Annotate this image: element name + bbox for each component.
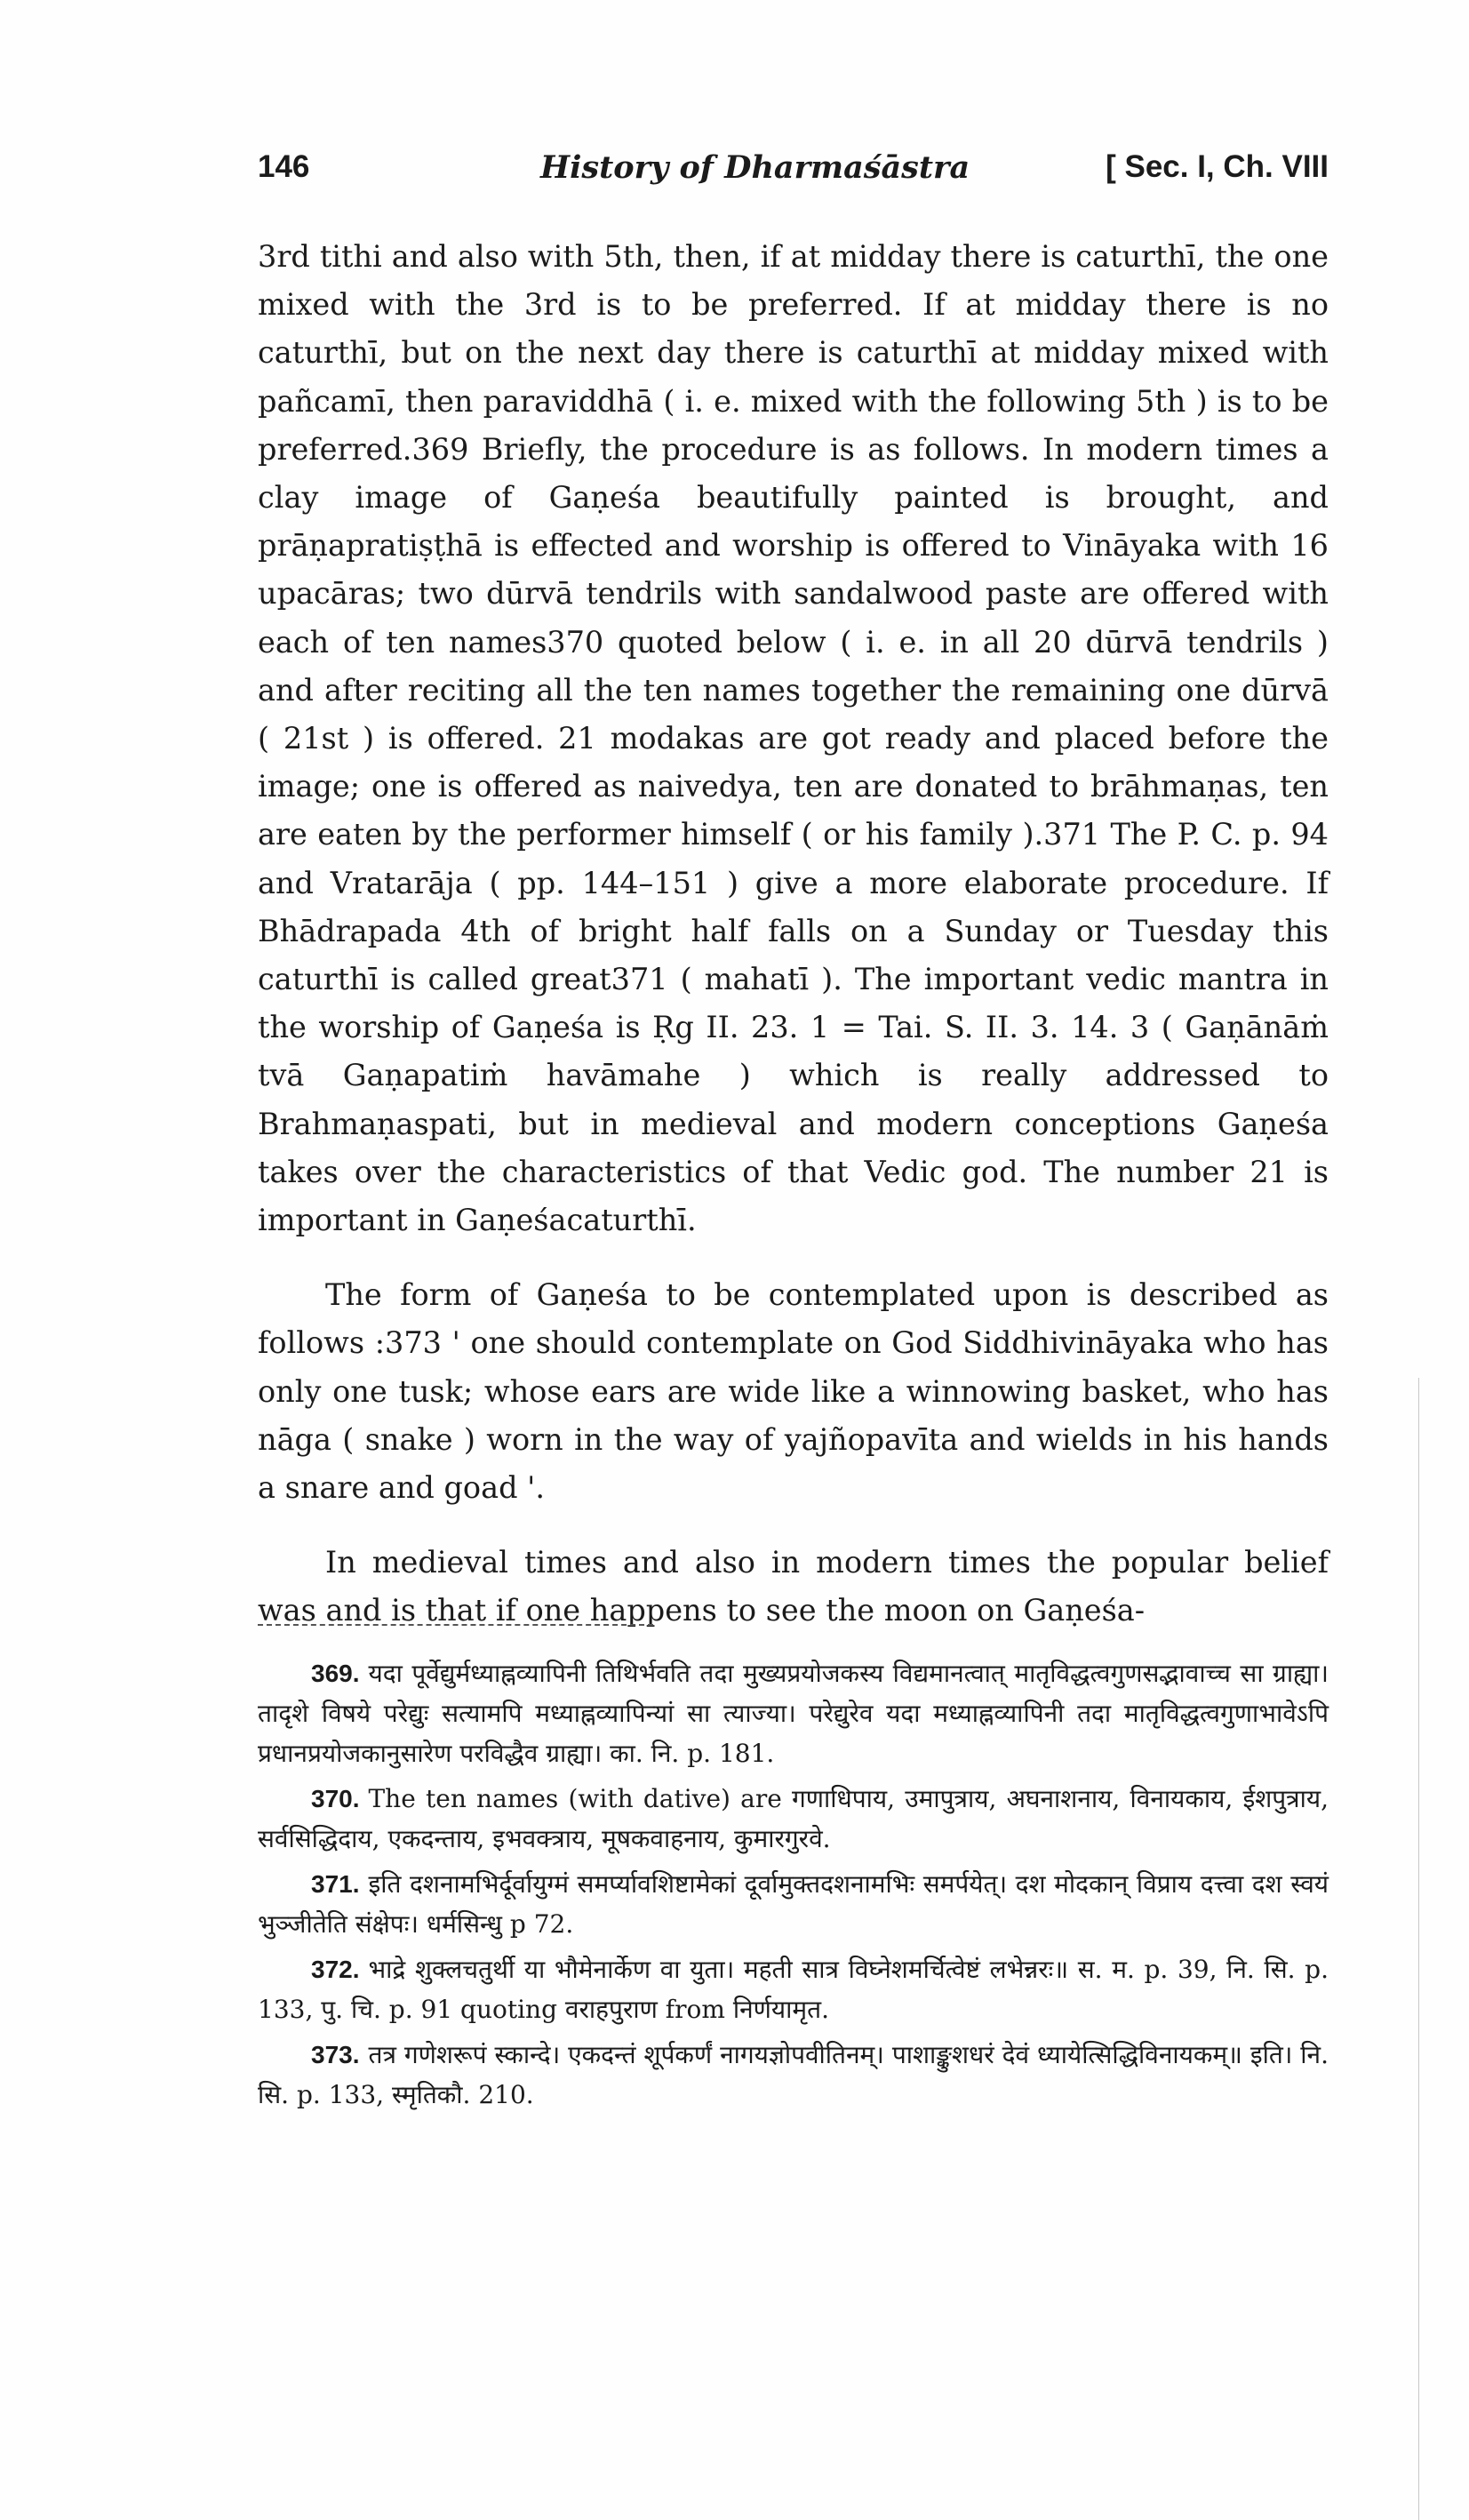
footnotes bbox=[258, 1653, 1329, 2120]
footnote-text: यदा पूर्वेद्युर्मध्याह्नव्यापिनी तिथिर्भवति तदा मुख्यप्रयोजकस्य विद्यमानत्वात् मातृविद्धत्वगुणसद्भावाच्च सा ग्राह्या। तादृशे विषये परेद्युः सत्यामपि मध्याह्नव्यापिन्यां सा त्याज्या। परेद्युरेव यदा मध्याह्नव्यापिनी तदा मातृविद्धत्वगुणाभावेऽपि प्रधानप्रयोजकानुसारेण परविद्धैव ग्राह्या। का. नि. p. 181. bbox=[258, 1659, 1329, 1768]
paragraph: 3rd tithi and also with 5th, then, if at midday there is caturthī, the one mixed with the 3rd is to be preferred. If at midday there is no caturthī, but on the next day there is caturthī at midday mixed with pañcamī, then paraviddhā ( i. e. mixed with the following 5th ) is to be preferred.369 Briefly, the procedure is as follows. In modern times a clay image of Gaṇeśa beautifully painted is brought, and prāṇapratiṣṭhā is effected and worship is offered to Vināyaka with 16 upacāras; two dūrvā tendrils with sandalwood paste are offered with each of ten names370 quoted below ( i. e. in all 20 dūrvā tendrils ) and after reciting all the ten names together the remaining one dūrvā ( 21st ) is offered. 21 modakas are got ready and placed before the image; one is offered as naivedya, ten are donated to brāhmaṇas, ten are eaten by the performer himself ( or his family ).371 The P. C. p. 94 and Vratarāja ( pp. 144–151 ) give a more elaborate procedure. If Bhādrapada 4th of bright half falls on a Sunday or Tuesday this caturthī is called great371 ( mahatī ). The important vedic mantra in the worship of Gaṇeśa is Ṛg II. 23. 1 = Tai. S. II. 3. 14. 3 ( Gaṇānāṁ tvā Gaṇapatiṁ havāmahe ) which is really addressed to Brahmaṇaspati, but in medieval and modern conceptions Gaṇeśa takes over the characteristics of that Vedic god. The number 21 is important in Gaṇeśacaturthī. bbox=[258, 239, 1329, 1238]
footnote-number: 371. bbox=[311, 1870, 360, 1898]
footnote bbox=[258, 1949, 1329, 2029]
page-number: 146 bbox=[258, 149, 310, 184]
footnote-text: The ten names (with dative) are गणाधिपाय, उमापुत्राय, अघनाशनाय, विनायकाय, ईशपुत्राय, सर्वसिद्धिदाय, एकदन्ताय, इभवक्त्राय, मूषकवाहनाय, कुमारगुरवे. bbox=[258, 1784, 1329, 1853]
paragraph: The form of Gaṇeśa to be contemplated upon is described as follows :373 ' one should contemplate on God Siddhivināyaka who has only one tusk; whose ears are wide like a winnowing basket, who has nāga ( snake ) worn in the way of yajñopavīta and wields in his hands a snare and goad '. bbox=[258, 1277, 1329, 1506]
footnote-text: तत्र गणेशरूपं स्कान्दे। एकदन्तं शूर्पकर्णं नागयज्ञोपवीतिनम्। पाशाङ्कुशधरं देवं ध्यायेत्सिद्धिविनायकम्॥ इति। नि. सि. p. 133, स्मृतिकौ. 210. bbox=[258, 2040, 1329, 2109]
paragraph: In medieval times and also in modern times the popular belief was and is that if one happens to see the moon on Gaṇeśa- bbox=[258, 1545, 1329, 1628]
footnote-text: इति दशनामभिर्दूर्वायुग्मं समर्प्यावशिष्टामेकां दूर्वामुक्तदशनामभिः समर्पयेत्। दश मोदकान् विप्राय दत्त्वा दश स्वयं भुञ्जीतेति संक्षेपः। धर्मसिन्धु p 72. bbox=[258, 1869, 1329, 1939]
main-text bbox=[258, 233, 1329, 1636]
footnote bbox=[258, 2035, 1329, 2115]
footnote-number: 370. bbox=[311, 1785, 360, 1812]
scan-margin-line bbox=[1418, 1378, 1419, 2520]
footnote bbox=[258, 1779, 1329, 1859]
footnote bbox=[258, 1653, 1329, 1773]
footnote bbox=[258, 1864, 1329, 1944]
footnote-number: 372. bbox=[311, 1956, 360, 1983]
footnote-text: भाद्रे शुक्लचतुर्थी या भौमेनार्केण वा युता। महती सात्र विघ्नेशमर्चित्वेष्टं लभेन्नरः॥ स. म. p. 39, नि. सि. p. 133, पु. चि. p. 91 quoting वराहपुराण from निर्णयामृत. bbox=[258, 1955, 1329, 2024]
section-reference: [ Sec. I, Ch. VIII bbox=[1106, 149, 1329, 184]
footnote-number: 369. bbox=[311, 1660, 360, 1687]
running-header bbox=[258, 149, 1329, 203]
footnote-separator bbox=[258, 1624, 653, 1626]
book-title: History of Dharmaśāstra bbox=[540, 149, 970, 186]
footnote-number: 373. bbox=[311, 2041, 360, 2068]
